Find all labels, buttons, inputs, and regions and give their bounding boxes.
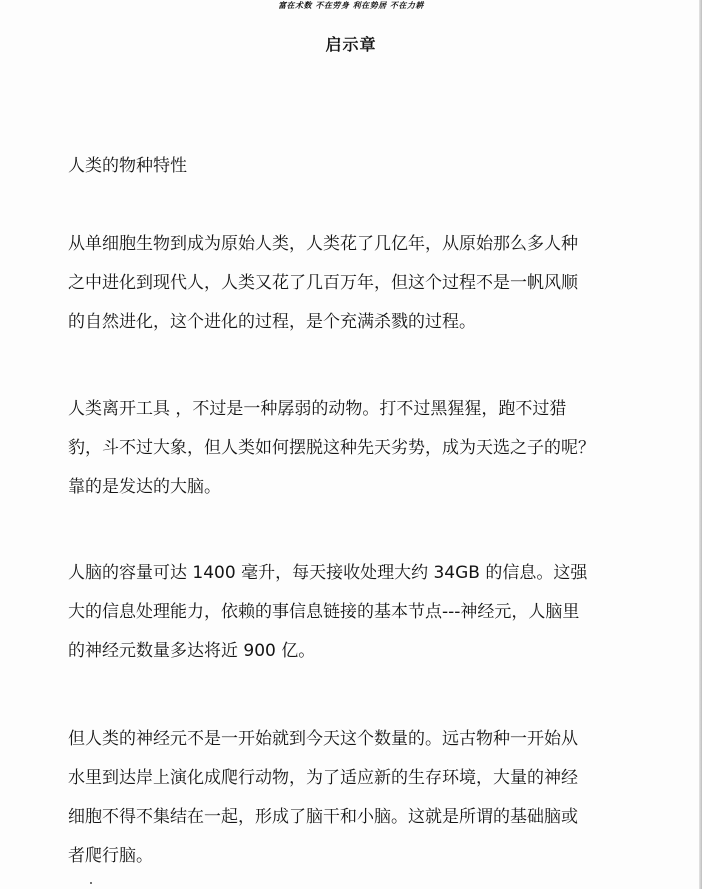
paragraph-2 bbox=[68, 390, 628, 507]
paragraph-line: 水里到达岸上演化成爬行动物，为了适应新的生存环境，大量的神经 bbox=[68, 768, 578, 788]
paragraph-line: 豹，斗不过大象，但人类如何摆脱这种先天劣势，成为天选之子的呢？ bbox=[68, 438, 595, 458]
paragraph-line: 但人类的神经元不是一开始就到今天这个数量的。远古物种一开始从 bbox=[68, 729, 578, 749]
paragraph-line: 靠的是发达的大脑。 bbox=[68, 477, 221, 497]
scan-speck bbox=[90, 882, 92, 884]
page-title: 启示章 bbox=[325, 35, 377, 54]
paragraph-1 bbox=[68, 225, 628, 342]
paragraph-line: 之中进化到现代人，人类又花了几百万年，但这个过程不是一帆风顺 bbox=[68, 273, 578, 293]
paragraph-line: 细胞不得不集结在一起，形成了脑干和小脑。这就是所谓的基础脑或 bbox=[68, 807, 578, 827]
paragraph-4 bbox=[68, 720, 628, 876]
paragraph-line: 者爬行脑。 bbox=[68, 846, 153, 866]
paragraph-line: 人脑的容量可达 1400 毫升，每天接收处理大约 34GB 的信息。这强 bbox=[68, 563, 588, 583]
header-motto: 富在术数 不在劳身 利在势居 不在力耕 bbox=[278, 1, 424, 10]
paragraph-line: 人类离开工具 ，不过是一种孱弱的动物。打不过黑猩猩，跑不过猎 bbox=[68, 399, 567, 419]
paragraph-3 bbox=[68, 554, 628, 671]
paragraph-line: 的自然进化，这个进化的过程，是个充满杀戮的过程。 bbox=[68, 312, 476, 332]
paragraph-line: 大的信息处理能力，依赖的事信息链接的基本节点---神经元，人脑里 bbox=[68, 602, 580, 622]
paragraph-line: 的神经元数量多达将近 900 亿。 bbox=[68, 641, 316, 661]
paragraph-line: 从单细胞生物到成为原始人类，人类花了几亿年，从原始那么多人种 bbox=[68, 234, 578, 254]
section-heading: 人类的物种特性 bbox=[68, 156, 187, 176]
